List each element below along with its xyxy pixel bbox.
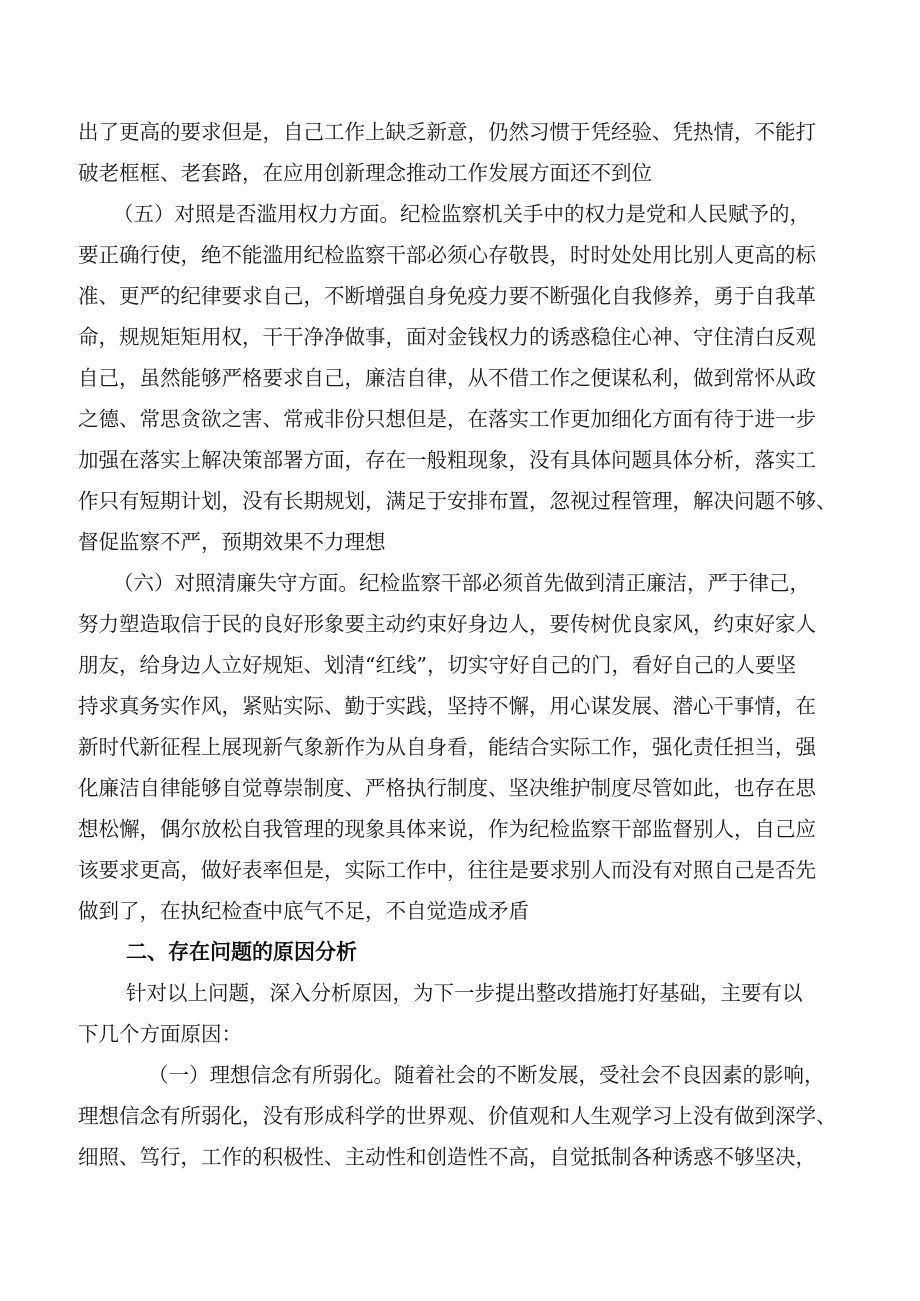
text-line: 下几个方面原因： <box>78 1022 242 1046</box>
text-line: 加强在落实上解决策部署方面，存在一般粗现象，没有具体问题具体分析，落实工 <box>78 448 816 472</box>
text-line: 理想信念有所弱化，没有形成科学的世界观、价值观和人生观学习上没有做到深学、 <box>78 1104 837 1128</box>
text-line: 之德、常思贪欲之害、常戒非份只想但是，在落实工作更加细化方面有待于进一步 <box>78 407 816 431</box>
text-line: 破老框框、老套路，在应用创新理念推动工作发展方面还不到位 <box>78 161 652 185</box>
text-line: 要正确行使，绝不能滥用纪检监察干部必须心存敬畏，时时处处用比别人更高的标 <box>78 243 816 267</box>
text-line: 该要求更高，做好表率但是，实际工作中，往往是要求别人而没有对照自己是否先 <box>78 858 816 882</box>
text-line: 作只有短期计划，没有长期规划，满足于安排布置，忽视过程管理，解决问题不够、 <box>78 489 837 513</box>
text-line: 自己，虽然能够严格要求自己，廉洁自律，从不借工作之便谋私利，做到常怀从政 <box>78 366 816 390</box>
text-line: 化廉洁自律能够自觉尊崇制度、严格执行制度、坚决维护制度尽管如此，也存在思 <box>78 776 816 800</box>
text-line: 准、更严的纪律要求自己，不断增强自身免疫力要不断强化自我修养，勇于自我革 <box>78 284 816 308</box>
paragraph-5-first-line: （五）对照是否滥用权力方面。纪检监察机关手中的权力是党和人民赋予的， <box>113 202 810 226</box>
text-line: 出了更高的要求但是，自己工作上缺乏新意，仍然习惯于凭经验、凭热情，不能打 <box>78 120 816 144</box>
paragraph-6-first-line: （六）对照清廉失守方面。纪检监察干部必须首先做到清正廉洁，严于律己， <box>113 571 810 595</box>
text-line: 细照、笃行，工作的积极性、主动性和创造性不高，自觉抵制各种诱惑不够坚决， <box>78 1145 816 1169</box>
text-line: 努力塑造取信于民的良好形象要主动约束好身边人，要传树优良家风，约束好家人 <box>78 612 816 636</box>
text-line: 命，规规矩矩用权，干干净净做事，面对金钱权力的诱惑稳住心神、守住清白反观 <box>78 325 816 349</box>
text-line: 做到了，在执纪检查中底气不足，不自觉造成矛盾 <box>78 899 529 923</box>
section-heading: 二、存在问题的原因分析 <box>126 940 357 964</box>
text-line: 督促监察不严，预期效果不力理想 <box>78 530 386 554</box>
paragraph-intro-first-line: 针对以上问题，深入分析原因，为下一步提出整改措施打好基础，主要有以 <box>126 981 803 1005</box>
paragraph-reason-1-first-line: （一）理想信念有所弱化。随着社会的不断发展，受社会不良因素的影响， <box>148 1063 825 1087</box>
text-line: 想松懈，偶尔放松自我管理的现象具体来说，作为纪检监察干部监督别人，自己应 <box>78 817 816 841</box>
text-line: 朋友，给身边人立好规矩、划清“红线”，切实守好自己的门，看好自己的人要坚 <box>78 653 796 677</box>
text-line: 持求真务实作风，紧贴实际、勤于实践，坚持不懈，用心谋发展、潜心干事情，在 <box>78 694 816 718</box>
text-line: 新时代新征程上展现新气象新作为从自身看，能结合实际工作，强化责任担当，强 <box>78 735 816 759</box>
